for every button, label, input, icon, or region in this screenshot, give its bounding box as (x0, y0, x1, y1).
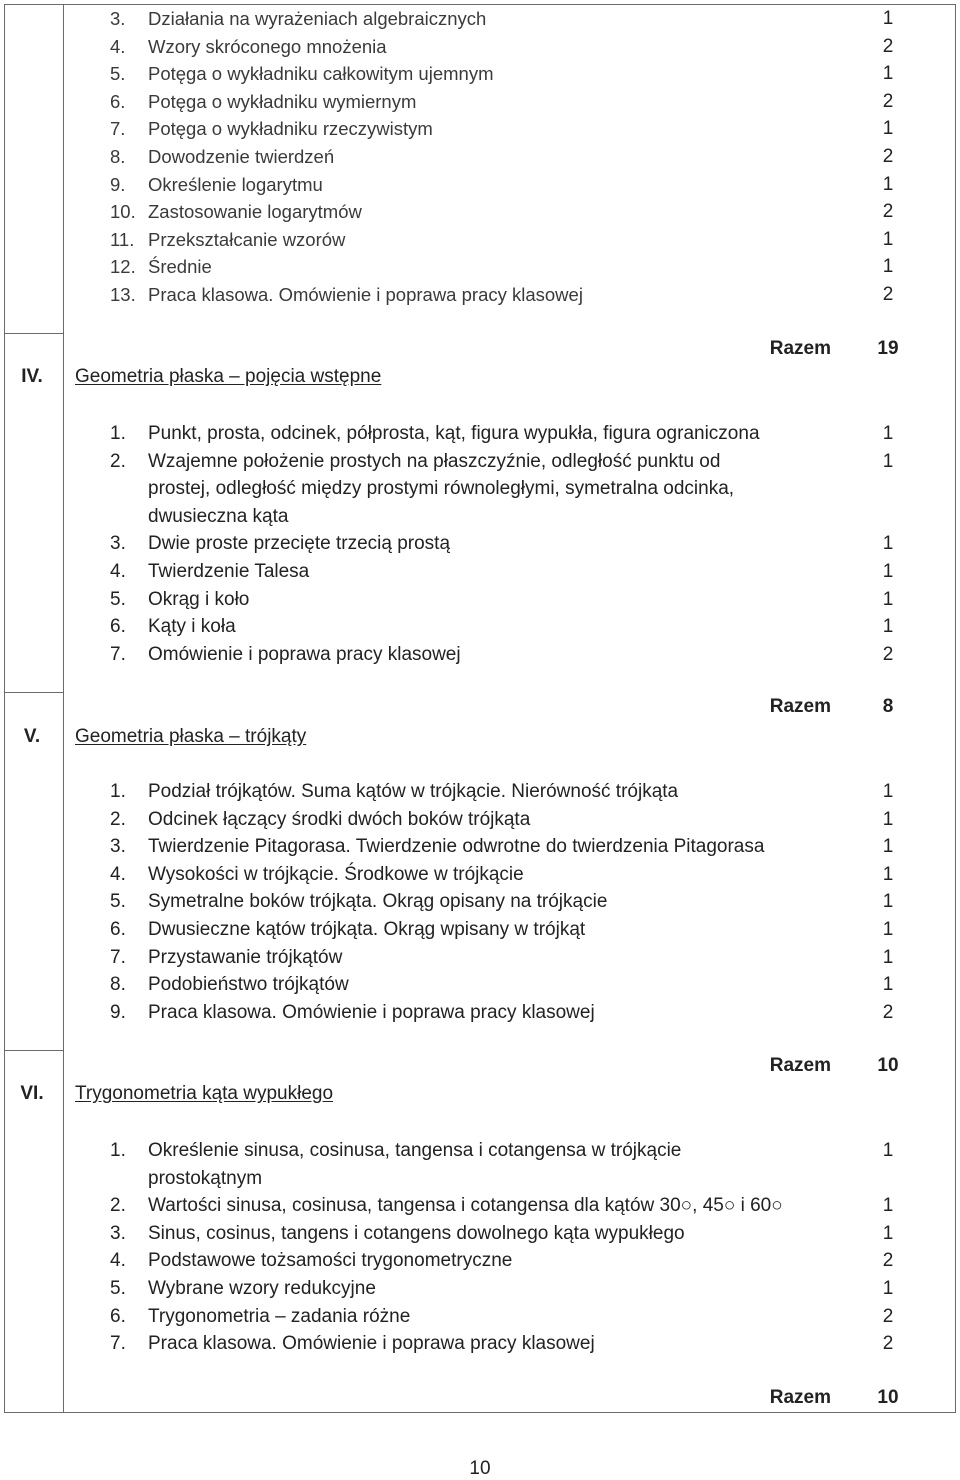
list-item: 4. Twierdzenie Talesa (110, 561, 310, 582)
list-item: 5. Symetralne boków trójkąta. Okrąg opisany na trójkącie (110, 891, 608, 913)
hours-value: 2 (882, 1333, 894, 1355)
list-item: 5. Okrąg i koło (110, 588, 250, 610)
hours-value: 1 (882, 588, 894, 610)
hours-value: 1 (882, 919, 894, 940)
list-item: 10. Zastosowanie logarytmów (110, 201, 362, 223)
row-divider (4, 333, 63, 334)
list-item: 6. Trygonometria – zadania różne (110, 1305, 411, 1327)
list-item: 8. Podobieństwo trójkątów (110, 974, 349, 996)
hours-value: 1 (882, 63, 894, 85)
section-total: 19 (877, 338, 899, 359)
list-item: 7. Omówienie i poprawa pracy klasowej (110, 643, 461, 665)
table-bottom-border (4, 1412, 955, 1413)
table-column-divider (63, 4, 64, 1413)
hours-value: 1 (882, 781, 894, 802)
razem-label: Razem (769, 1055, 831, 1076)
hours-value: 2 (882, 201, 894, 223)
section-title: Geometria płaska – pojęcia wstępne (75, 366, 382, 387)
list-item: 3. Sinus, cosinus, tangens i cotangens dowolnego kąta wypukłego (110, 1222, 685, 1244)
list-item: 9. Określenie logarytmu (110, 173, 323, 195)
hours-value: 1 (882, 891, 894, 913)
hours-value: 2 (882, 643, 894, 665)
page-number: 10 (469, 1458, 491, 1479)
list-item: 7. Praca klasowa. Omówienie i poprawa pracy klasowej (110, 1333, 595, 1355)
list-item-continuation: prostokątnym (148, 1167, 263, 1189)
hours-value: 2 (882, 284, 894, 305)
list-item: 4. Wysokości w trójkącie. Środkowe w trójkącie (110, 863, 524, 885)
list-item-continuation: prostej, odległość między prostymi równoległymi, symetralna odcinka, (148, 478, 735, 500)
row-divider (4, 1050, 63, 1051)
section-numeral: V. (23, 726, 41, 747)
hours-value: 2 (882, 146, 894, 167)
list-item: 5. Wybrane wzory redukcyjne (110, 1278, 376, 1299)
list-item: 2. Wzajemne położenie prostych na płaszczyźnie, odległość punktu od (110, 450, 721, 472)
section-title: Trygonometria kąta wypukłego (75, 1083, 334, 1104)
list-item: 3. Działania na wyrażeniach algebraicznych (110, 8, 487, 29)
hours-value: 1 (882, 423, 894, 444)
hours-value: 1 (882, 1222, 894, 1244)
razem-label: Razem (769, 1387, 831, 1408)
hours-value: 1 (882, 1195, 894, 1217)
list-item: 7. Przystawanie trójkątów (110, 946, 343, 968)
list-item: 7. Potęga o wykładniku rzeczywistym (110, 118, 433, 140)
table-right-border (955, 4, 956, 1413)
hours-value: 1 (882, 561, 894, 582)
list-item: 2. Wartości sinusa, cosinusa, tangensa i cotangensa dla kątów 30○, 45○ i 60○ (110, 1195, 783, 1217)
list-item: 9. Praca klasowa. Omówienie i poprawa pracy klasowej (110, 1001, 595, 1023)
section-total: 10 (877, 1387, 899, 1408)
list-item: 4. Wzory skróconego mnożenia (110, 35, 387, 57)
hours-value: 1 (882, 533, 894, 555)
list-item: 6. Potęga o wykładniku wymiernym (110, 90, 417, 112)
hours-value: 1 (882, 974, 894, 996)
list-item: 11. Przekształcanie wzorów (110, 228, 346, 250)
hours-value: 1 (882, 256, 894, 278)
hours-value: 1 (882, 808, 894, 830)
list-item: 3. Twierdzenie Pitagorasa. Twierdzenie odwrotne do twierdzenia Pitagorasa (110, 836, 765, 858)
section-numeral: IV. (21, 366, 43, 387)
hours-value: 1 (882, 228, 894, 250)
hours-value: 2 (882, 1305, 894, 1327)
list-item: 1. Punkt, prosta, odcinek, półprosta, kąt, figura wypukła, figura ograniczona (110, 423, 760, 444)
hours-value: 1 (882, 1278, 894, 1299)
hours-value: 1 (882, 863, 894, 885)
razem-label: Razem (769, 696, 831, 717)
list-item: 13. Praca klasowa. Omówienie i poprawa pracy klasowej (110, 284, 583, 305)
razem-label: Razem (769, 338, 831, 359)
section-numeral: VI. (20, 1083, 44, 1104)
list-item: 12. Średnie (110, 256, 212, 278)
list-item: 1. Podział trójkątów. Suma kątów w trójkącie. Nierówność trójkąta (110, 781, 679, 802)
list-item: 6. Kąty i koła (110, 616, 236, 638)
list-item: 6. Dwusieczne kątów trójkąta. Okrąg wpisany w trójkąt (110, 919, 586, 940)
hours-value: 1 (882, 616, 894, 638)
hours-value: 1 (882, 8, 894, 29)
list-item-continuation: dwusieczna kąta (148, 505, 289, 527)
list-item: 8. Dowodzenie twierdzeń (110, 146, 335, 167)
list-item: 3. Dwie proste przecięte trzecią prostą (110, 533, 451, 555)
list-item: 5. Potęga o wykładniku całkowitym ujemnym (110, 63, 494, 85)
hours-value: 1 (882, 173, 894, 195)
section-total: 8 (882, 696, 894, 717)
hours-value: 1 (882, 836, 894, 858)
hours-value: 2 (882, 90, 894, 112)
hours-value: 2 (882, 35, 894, 57)
hours-value: 1 (882, 118, 894, 140)
list-item: 1. Określenie sinusa, cosinusa, tangensa i cotangensa w trójkącie (110, 1140, 682, 1161)
table-left-border (4, 4, 5, 1413)
row-divider (4, 692, 63, 693)
hours-value: 1 (882, 1140, 894, 1161)
hours-value: 2 (882, 1250, 894, 1272)
section-title: Geometria płaska – trójkąty (75, 726, 307, 747)
hours-value: 1 (882, 450, 894, 472)
list-item: 2. Odcinek łączący środki dwóch boków trójkąta (110, 808, 531, 830)
hours-value: 1 (882, 946, 894, 968)
hours-value: 2 (882, 1001, 894, 1023)
list-item: 4. Podstawowe tożsamości trygonometryczne (110, 1250, 513, 1272)
section-total: 10 (877, 1055, 899, 1076)
